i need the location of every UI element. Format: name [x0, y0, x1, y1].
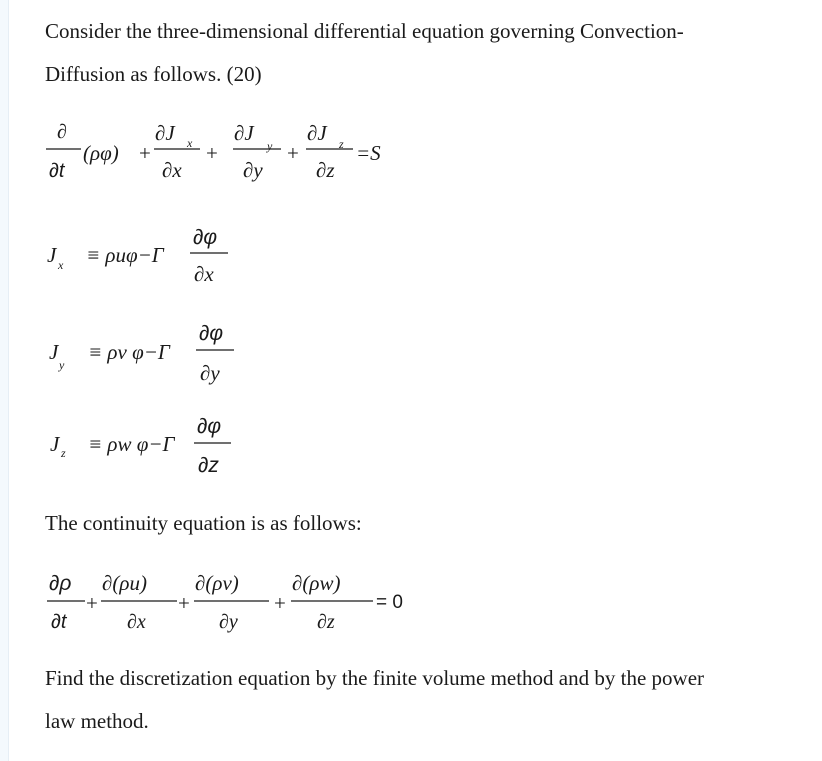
jy-num: ∂φ [199, 322, 224, 345]
cont-t2-den: ∂x [127, 611, 146, 633]
eq-plus-2: + [206, 141, 218, 165]
intro-line-2: Diffusion as follows. (20) [45, 62, 262, 86]
eq-jz-sub: z [339, 137, 344, 151]
continuity-equation [47, 571, 403, 633]
jx-body: ≡ ρuφ−Γ [86, 243, 164, 267]
cont-t4-den: ∂z [317, 611, 335, 633]
eq-dt: ∂t [49, 160, 65, 182]
eq-dy: ∂y [243, 158, 263, 182]
main-equation [46, 121, 381, 182]
jy-definition [49, 322, 234, 385]
jz-lhs: J [50, 432, 60, 456]
cont-t4-num: ∂(ρw) [292, 571, 341, 595]
eq-plus-3: + [287, 141, 299, 165]
jx-den: ∂x [194, 262, 214, 286]
jy-lhs: J [49, 340, 59, 364]
jx-num: ∂φ [193, 226, 218, 249]
cont-rhs: = 0 [376, 592, 403, 613]
jx-lhs: J [47, 243, 57, 267]
jx-sub: x [58, 258, 64, 272]
cont-t1-den: ∂t [51, 611, 67, 633]
question-line-2: law method. [45, 709, 149, 733]
cont-t3-num: ∂(ρv) [195, 571, 239, 595]
eq-jy-num: ∂J [234, 121, 254, 145]
cont-plus-3: + [274, 591, 286, 615]
eq-jz-num: ∂J [307, 121, 327, 145]
eq-rho-phi: (ρφ) [83, 141, 119, 165]
cont-t1-num: ∂ρ [49, 572, 72, 595]
jz-sub: z [61, 446, 66, 460]
eq-dz: ∂z [316, 158, 335, 182]
cont-t2-num: ∂(ρu) [102, 571, 147, 595]
eq-dx: ∂x [162, 158, 182, 182]
jy-body: ≡ ρv φ−Γ [88, 340, 170, 364]
cont-plus-1: + [86, 591, 98, 615]
cont-plus-2: + [178, 591, 190, 615]
question-line-1: Find the discretization equation by the finite volume method and by the power [45, 666, 705, 690]
jz-den: ∂z [198, 454, 219, 477]
eq-jx-num: ∂J [155, 121, 175, 145]
intro-line-1: Consider the three-dimensional differential equation governing Convection- [45, 19, 684, 43]
eq-plus-1: + [139, 141, 151, 165]
jz-body: ≡ ρw φ−Γ [88, 432, 175, 456]
continuity-text: The continuity equation is as follows: [45, 511, 362, 535]
eq-jx-sub: x [187, 136, 193, 150]
eq-rhs-s: =S [356, 141, 381, 165]
cont-t3-den: ∂y [219, 611, 238, 633]
jy-den: ∂y [200, 361, 220, 385]
jx-definition [47, 226, 228, 286]
eq-jy-sub: y [267, 139, 273, 153]
equations-canvas [9, 0, 822, 761]
jz-definition [50, 415, 231, 477]
jz-num: ∂φ [197, 415, 222, 438]
eq-partial: ∂ [57, 121, 67, 143]
jy-sub: y [59, 358, 65, 372]
question-card [8, 0, 822, 761]
